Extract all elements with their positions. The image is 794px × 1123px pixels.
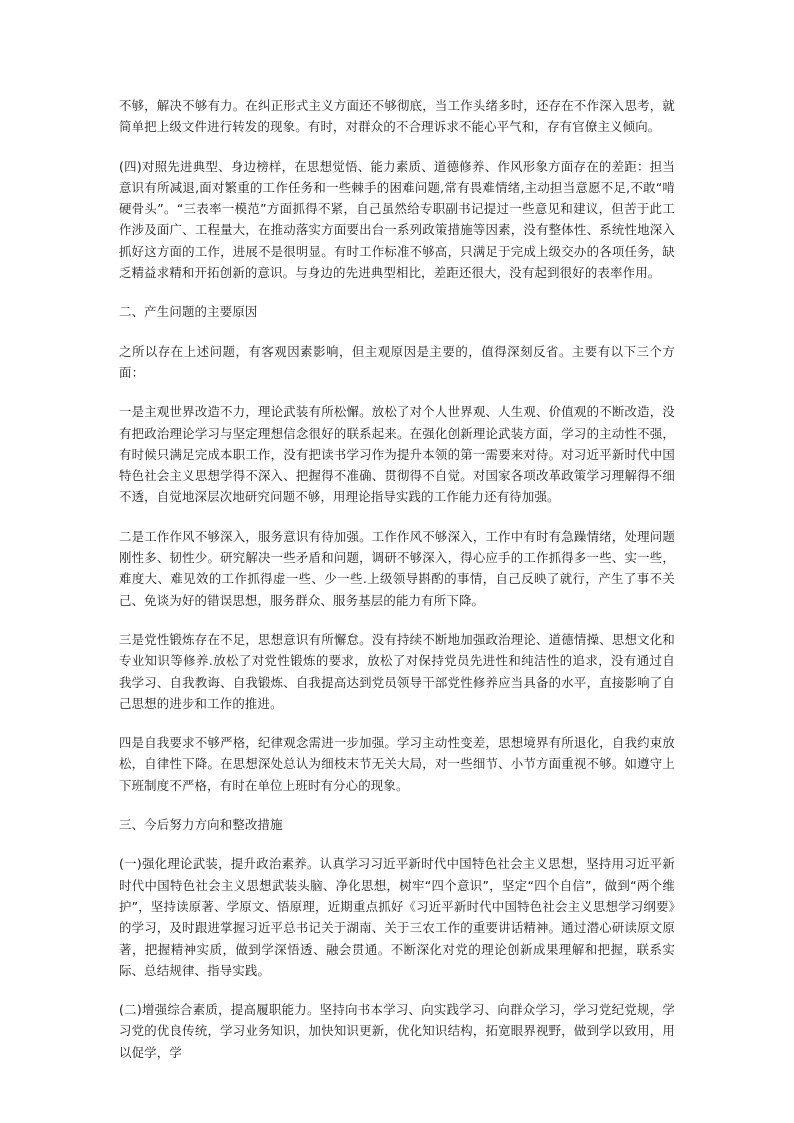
paragraph-measure-two: (二)增强综合素质，提高履职能力。坚持向书本学习、向实践学习、向群众学习，学习党纪党规，学习党的优良传统，学习业务知识，加快知识更新，优化知识结构，拓宽眼界视野，做到学以致用，用以促学，学	[119, 1002, 675, 1060]
paragraph-cause-two: 二是工作作风不够深入，服务意识有待加强。工作作风不够深入，工作中有时有急躁情绪，处理问题刚性多、韧性少。研究解决一些矛盾和问题，调研不够深入，得心应手的工作抓得多一些、实一些，难度大、难见效的工作抓得虚一些、少一些.上级领导斟酌的事情，自己反映了就行，产生了事不关己、免谈为好的错误思想，服务群众、服务基层的能力有所下降。	[119, 528, 675, 608]
section-heading-causes: 二、产生问题的主要原因	[119, 304, 258, 320]
paragraph-gap-with-models: (四)对照先进典型、身边榜样，在思想觉悟、能力素质、道德修养、作风形象方面存在的差距：担当意识有所减退,面对繁重的工作任务和一些棘手的困难问题,常有畏难情绪,主动担当意愿不足,不敢“啃硬骨头”。“三表率一模范”方面抓得不紧，自己虽然给专职副书记提过一些意见和建议，但苦于此工作涉及面广、工程量大，在推动落实方面要出台一系列政策措施等因素，没有整体性、系统性地深入抓好这方面的工作，进展不是很明显。有时工作标准不够高，只满足于完成上级交办的各项任务，缺乏精益求精和开拓创新的意识。与身边的先进典型相比，差距还很大，没有起到很好的表率作用。	[119, 158, 675, 281]
paragraph-cause-three: 三是党性锻炼存在不足，思想意识有所懈怠。没有持续不断地加强政治理论、道德情操、思想文化和专业知识等修养.放松了对党性锻炼的要求，放松了对保持党员先进性和纯洁性的追求，没有通过自我学习、自我教诲、自我锻炼、自我提高达到党员领导干部党性修养应当具备的水平，直接影响了自己思想的进步和工作的推进。	[119, 631, 675, 711]
paragraph-measure-one: (一)强化理论武装，提升政治素养。认真学习习近平新时代中国特色社会主义思想，坚持用习近平新时代中国特色社会主义思想武装头脑、净化思想，树牢“四个意识”，坚定“四个自信”，做到“两个维护”，坚持读原著、学原文、悟原理，近期重点抓好《习近平新时代中国特色社会主义思想学习纲要》的学习，及时跟进掌握习近平总书记关于湖南、关于三农工作的重要讲话精神。通过潜心研读原文原著，把握精神实质，做到学深悟透、融会贯通。不断深化对党的理论创新成果理解和把握，联系实际、总结规律、指导实践。	[119, 856, 675, 978]
paragraph-cause-four: 四是自我要求不够严格，纪律观念需进一步加强。学习主动性变差，思想境界有所退化，自我约束放松，自律性下降。在思想深处总认为细枝末节无关大局，对一些细节、小节方面重视不够。如遵守上下班制度不严格，有时在单位上班时有分心的现象。	[119, 735, 675, 793]
paragraph-cause-one: 一是主观世界改造不力，理论武装有所松懈。放松了对个人世界观、人生观、价值观的不断改造，没有把政治理论学习与坚定理想信念很好的联系起来。在强化创新理论武装方面，学习的主动性不强，有时候只满足完成本职工作，没有把读书学习作为提升本领的第一需要来对待。对习近平新时代中国特色社会主义思想学得不深入、把握得不准确、贯彻得不自觉。对国家各项改革政策学习理解得不细不透，自觉地深层次地研究问题不够，用理论指导实践的工作能力还有待加强。	[119, 404, 675, 505]
paragraph-causes-intro: 之所以存在上述问题，有客观因素影响，但主观原因是主要的，值得深刻反省。主要有以下三个方面：	[119, 343, 675, 380]
document-body	[119, 95, 675, 1081]
paragraph-bureaucracy-issues: 不够，解决不够有力。在纠正形式主义方面还不够彻底，当工作头绪多时，还存在不作深入思考，就简单把上级文件进行转发的现象。有时，对群众的不合理诉求不能心平气和，存有官僚主义倾向。	[119, 98, 675, 135]
section-heading-measures: 三、今后努力方向和整改措施	[119, 817, 283, 833]
